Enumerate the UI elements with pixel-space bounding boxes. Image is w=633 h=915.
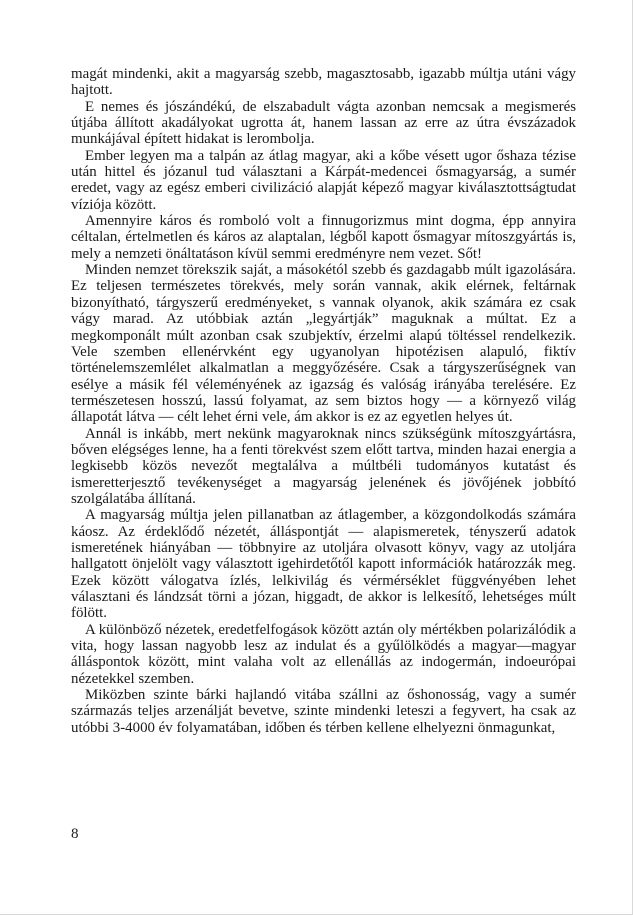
- paragraph: E nemes és jószándékú, de elszabadult vágta azonban nemcsak a megismerés útjába állított akadályokat ugrotta át, hanem lassan az erre az útra évszázadok munkájával épített hidakat is lerombolja.: [71, 98, 576, 148]
- paragraph: A magyarság múltja jelen pillanatban az átlagember, a közgondolkodás számára káosz. Az érdeklődő nézetét, álláspontját — alapismeretek, tényszerű adatok ismeretének hiányában — többnyire az utoljára olvasott könyv, vagy az utoljára hallgatott önjelölt vagy választott igehirdetőtől kapott információk határozzák meg. Ezek között válogatva ízlés, lelkivilág és vérmérséklet függvényében lehet választani és lándzsát törni a józan, higgadt, de akkor is lelkesítő, lehetséges múlt fölött.: [71, 507, 576, 622]
- paragraph: Miközben szinte bárki hajlandó vitába szállni az őshonosság, vagy a sumér származás teljes arzenálját bevetve, szinte mindenki leteszi a fegyvert, ha csak az utóbbi 3-4000 év folyamatában, időben és térben kellene elhelyezni önmagunkat,: [71, 687, 576, 736]
- page-number: 8: [71, 826, 79, 842]
- paragraph: A különböző nézetek, eredetfelfogások között aztán oly mértékben polarizálódik a vita, hogy lassan nagyobb lesz az indulat és a gyűlölködés a magyar—magyar álláspontok között, mint valaha volt az ellenállás az indogermán, indoeurópai nézetekkel szemben.: [71, 621, 576, 687]
- paragraph: Amennyire káros és romboló volt a finnugorizmus mint dogma, épp annyira céltalan, értelmetlen és káros az alaptalan, légből kapott ősmagyar mítoszgyártás is, mely a nemzeti önáltatáson kívül semmi eredményre nem vezet. Sőt!: [71, 213, 576, 262]
- paragraph: Minden nemzet törekszik saját, a másokétól szebb és gazdagabb múlt igazolására. Ez teljesen természetes törekvés, mely során vannak, akik elérnek, feltárnak bizonyítható, tárgyszerű eredményeket, s vannak olyanok, akik számára ez csak vágy marad. Az utóbbiak aztán „legyártják” maguknak a múltat. Ez a megkomponált múlt azonban csak szubjektív, érzelmi alapú töltéssel rendelkezik. Vele szemben ellenérvként egy ugyanolyan hipotézisen alapuló, fiktív történelemszemlélet alkalmatlan a meggyőzésére. Csak a tárgyszerűségnek van esélye a másik fél véleményének az igazság és valóság irányába terelésére. Ez természetesen hosszú, lassú folyamat, az sem biztos hogy — a környező világ állapotát látva — célt lehet érni vele, ám akkor is ez az egyetlen helyes út.: [71, 262, 576, 426]
- body-text: [71, 66, 576, 736]
- paragraph: magát mindenki, akit a magyarság szebb, magasztosabb, igazabb múltja utáni vágy hajtott.: [71, 66, 576, 99]
- paragraph: Annál is inkább, mert nekünk magyaroknak nincs szükségünk mítoszgyártásra, bőven elégséges lenne, ha a fenti törekvést szem előtt tartva, minden hazai energia a legkisebb közös nevezőt megtalálva a múltbéli tudományos kutatást és ismeretterjesztő tevékenységet a magyarság jelenének és jövőjének jobbító szolgálatába állítaná.: [71, 425, 576, 507]
- paragraph: Ember legyen ma a talpán az átlag magyar, aki a kőbe vésett ugor őshaza tézise után hittel és józanul tud választani a Kárpát-medencei ősmagyarság, a sumér eredet, vagy az egész emberi civilizáció alapját képező magyar kiválasztottságtudat víziója között.: [71, 147, 576, 213]
